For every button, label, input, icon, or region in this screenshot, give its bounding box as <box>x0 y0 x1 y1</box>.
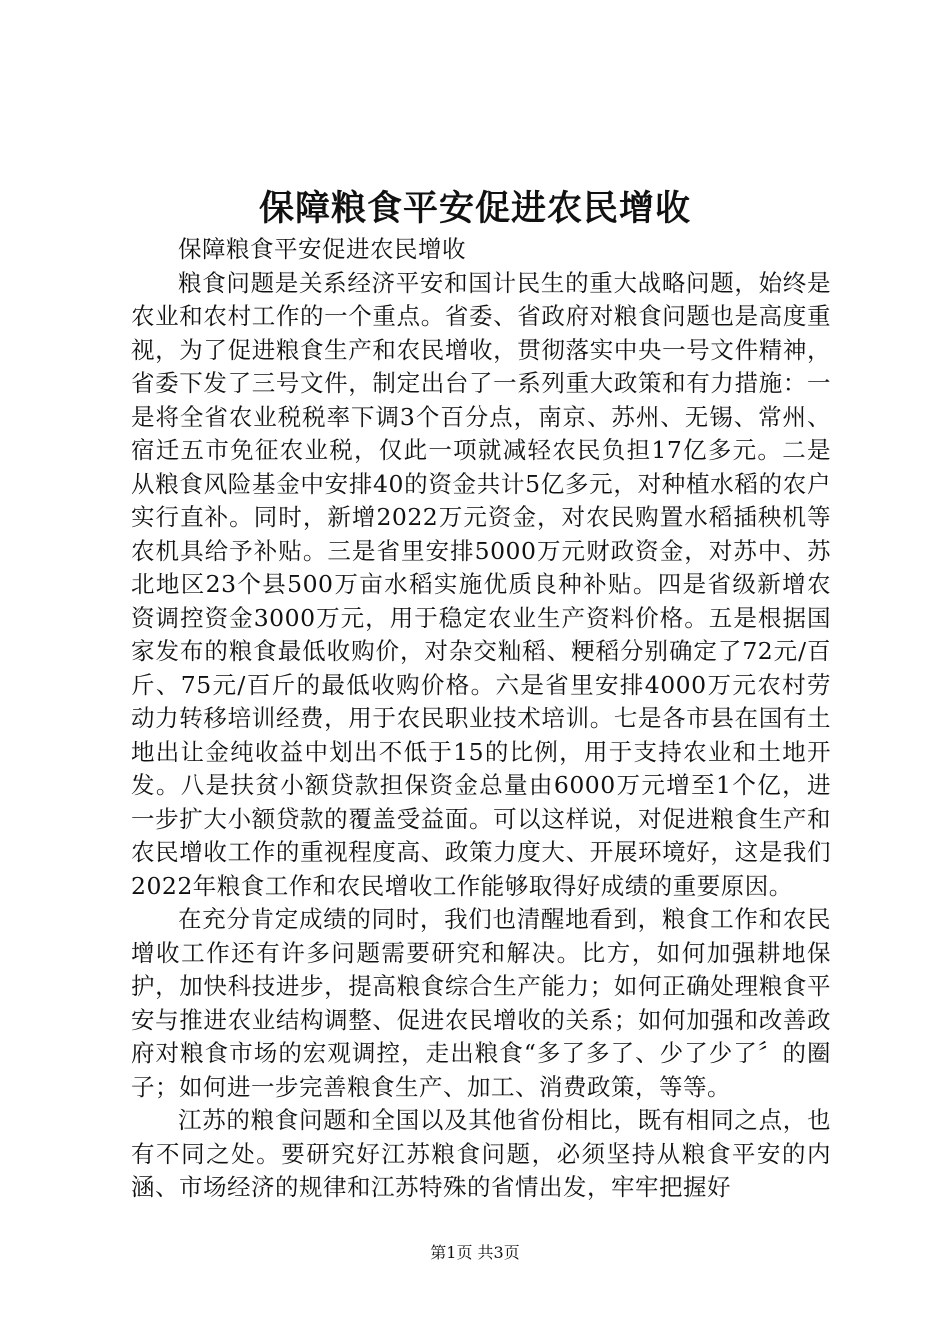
paragraph: 江苏的粮食问题和全国以及其他省份相比，既有相同之点，也有不同之处。要研究好江苏粮食问题，必须坚持从粮食平安的内涵、市场经济的规律和江苏特殊的省情出发，牢牢把握好 <box>131 1106 831 1201</box>
page-footer: 第1页 共3页 <box>430 1243 520 1262</box>
document-title: 保障粮食平安促进农民增收 <box>258 188 691 229</box>
paragraph: 在充分肯定成绩的同时，我们也清醒地看到，粮食工作和农民增收工作还有许多问题需要研究和解决。比方，如何加强耕地保护，加快科技进步，提高粮食综合生产能力；如何正确处理粮食平安与推进农业结构调整、促进农民增收的关系；如何加强和改善政府对粮食市场的宏观调控，走出粮食“多了多了、少了少了〞的圈子；如何进一步完善粮食生产、加工、消费政策，等等。 <box>131 905 831 1101</box>
document-body <box>131 233 831 1205</box>
paragraph: 粮食问题是关系经济平安和国计民生的重大战略问题，始终是农业和农村工作的一个重点。省委、省政府对粮食问题也是高度重视，为了促进粮食生产和农民增收，贯彻落实中央一号文件精神，省委下发了三号文件，制定出台了一系列重大政策和有力措施：一是将全省农业税税率下调3个百分点，南京、苏州、无锡、常州、宿迁五市免征农业税，仅此一项就减轻农民负担17亿多元。二是从粮食风险基金中安排40的资金共计5亿多元，对种植水稻的农户实行直补。同时，新增2022万元资金，对农民购置水稻插秧机等农机具给予补贴。三是省里安排5000万元财政资金，对苏中、苏北地区23个县500万亩水稻实施优质良种补贴。四是省级新增农资调控资金3000万元，用于稳定农业生产资料价格。五是根据国家发布的粮食最低收购价，对杂交籼稻、粳稻分别确定了72元/百斤、75元/百斤的最低收购价格。六是省里安排4000万元农村劳动力转移培训经费，用于农民职业技术培训。七是各市县在国有土地出让金纯收益中划出不低于15的比例，用于支持农业和土地开发。八是扶贫小额贷款担保资金总量由6000万元增至1个亿，进一步扩大小额贷款的覆盖受益面。可以这样说，对促进粮食生产和农民增收工作的重视程度高、政策力度大、开展环境好，这是我们2022年粮食工作和农民增收工作能够取得好成绩的重要原因。 <box>131 268 831 900</box>
paragraph-subtitle: 保障粮食平安促进农民增收 <box>178 235 466 263</box>
